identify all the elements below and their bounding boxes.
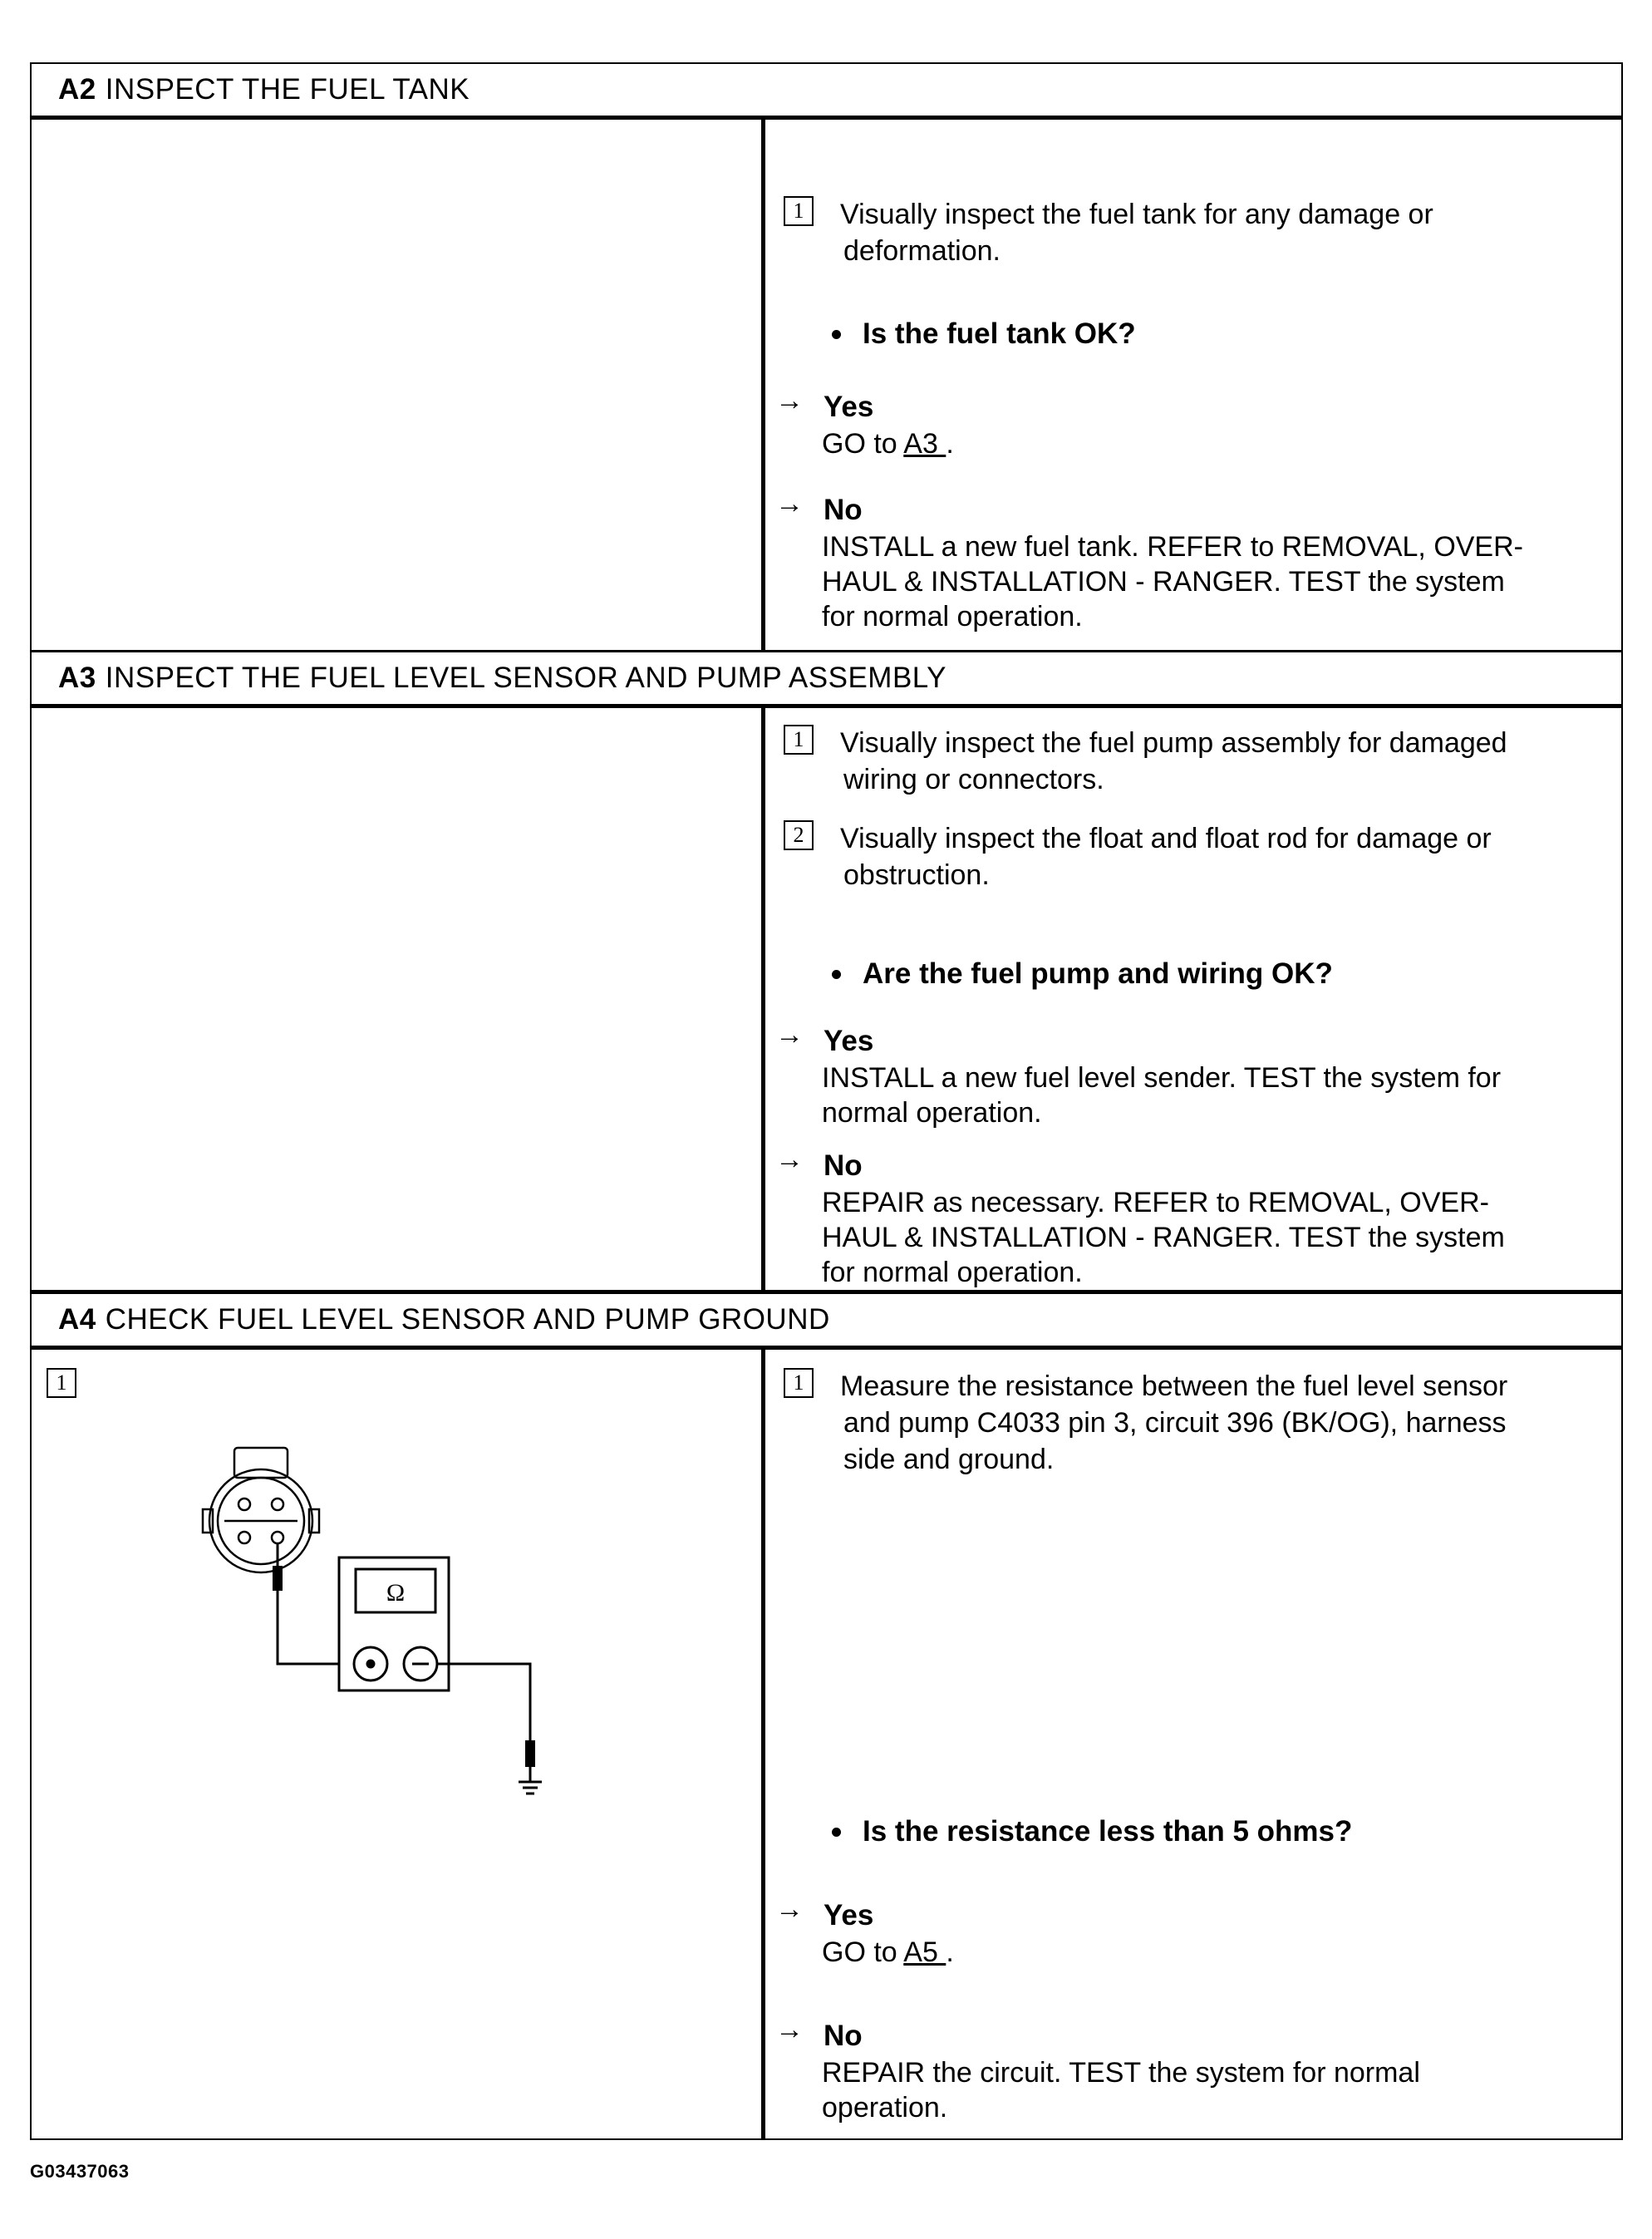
step-number: 1	[784, 1368, 814, 1398]
probe-icon	[525, 1740, 535, 1767]
figure-cell-a4	[32, 1350, 761, 2140]
section-header-a4	[32, 1294, 1621, 1346]
diagnostic-table	[30, 62, 1623, 2140]
arrow-right-icon: →	[775, 488, 804, 519]
question: Is the fuel tank OK?	[832, 317, 1621, 351]
question: Are the fuel pump and wiring OK?	[832, 957, 1621, 991]
bullet-icon	[832, 970, 841, 979]
instruction-cell-a3: 1 Visually inspect the fuel pump assembly for damaged wiring or connectors. 2 Visually inspect the float and float rod for damage or obstruction. Are the fuel pump and wiring OK? → Yes INSTALL a new fuel level sender. TEST the system for normal operation. → No REPAIR as necessary. REFER to REMOVAL, OVER- HAUL & INSTALLATION - RANGER. TEST the system for normal operation.	[765, 708, 1621, 1290]
arrow-right-icon: →	[775, 1144, 804, 1175]
section-id: A2	[58, 73, 96, 106]
instruction-cell-a4: 1 Measure the resistance between the fuel level sensor and pump C4033 pin 3, circuit 396 (BK/OG), harness side and ground. Is the resistance less than 5 ohms? → Yes GO to A5 . → No REPAIR the circuit. TEST the system for normal operation.	[765, 1350, 1621, 2140]
connector-c4033-icon	[203, 1448, 319, 1572]
section-title: CHECK FUEL LEVEL SENSOR AND PUMP GROUND	[105, 1303, 830, 1336]
arrow-right-icon: →	[775, 385, 804, 416]
instruction-cell-a2: 1 Visually inspect the fuel tank for any damage or deformation. Is the fuel tank OK? → Yes GO to A3 . → No INSTALL a new fuel tank. REFER to REMOVAL, OVER- HAUL & INSTALLATION - RANGER. TEST the system for normal operation.	[765, 120, 1621, 650]
multimeter-icon	[339, 1557, 449, 1690]
probe-icon	[273, 1544, 283, 1591]
step-text: Visually inspect the fuel pump assembly for damaged wiring or connectors.	[840, 727, 1507, 795]
figure-cell-a3	[32, 708, 761, 1290]
goto-link-a3[interactable]: A3	[903, 428, 946, 460]
figure-step-number: 1	[47, 1368, 76, 1398]
goto-link-a5[interactable]: A5	[903, 1936, 946, 1968]
step-text: Visually inspect the fuel tank for any damage or deformation.	[840, 199, 1433, 267]
resistance-measurement-diagram	[181, 1441, 696, 1873]
step-number: 1	[784, 196, 814, 226]
section-id: A4	[58, 1303, 96, 1336]
test-lead	[278, 1591, 339, 1664]
bullet-icon	[832, 330, 841, 339]
step-text: Visually inspect the float and float rod for damage or obstruction.	[840, 823, 1492, 891]
step-text: Measure the resistance between the fuel level sensor and pump C4033 pin 3, circuit 396 (BK/OG), harness side and ground.	[840, 1370, 1508, 1475]
section-id: A3	[58, 662, 96, 694]
ground-lead	[437, 1664, 530, 1740]
step-number: 1	[784, 725, 814, 755]
ground-icon	[519, 1767, 542, 1794]
section-title: INSPECT THE FUEL LEVEL SENSOR AND PUMP ASSEMBLY	[105, 662, 946, 694]
section-header-a3	[32, 652, 1621, 704]
step-number: 2	[784, 820, 814, 850]
bullet-icon	[832, 1828, 841, 1837]
arrow-right-icon: →	[775, 2014, 804, 2045]
section-header-a2	[32, 64, 1621, 116]
section-title: INSPECT THE FUEL TANK	[105, 73, 470, 106]
figure-cell-a2	[32, 120, 761, 650]
ohm-symbol: Ω	[386, 1579, 406, 1607]
question: Is the resistance less than 5 ohms?	[832, 1815, 1621, 1848]
arrow-right-icon: →	[775, 1893, 804, 1925]
figure-code: G03437063	[30, 2161, 130, 2182]
arrow-right-icon: →	[775, 1019, 804, 1051]
